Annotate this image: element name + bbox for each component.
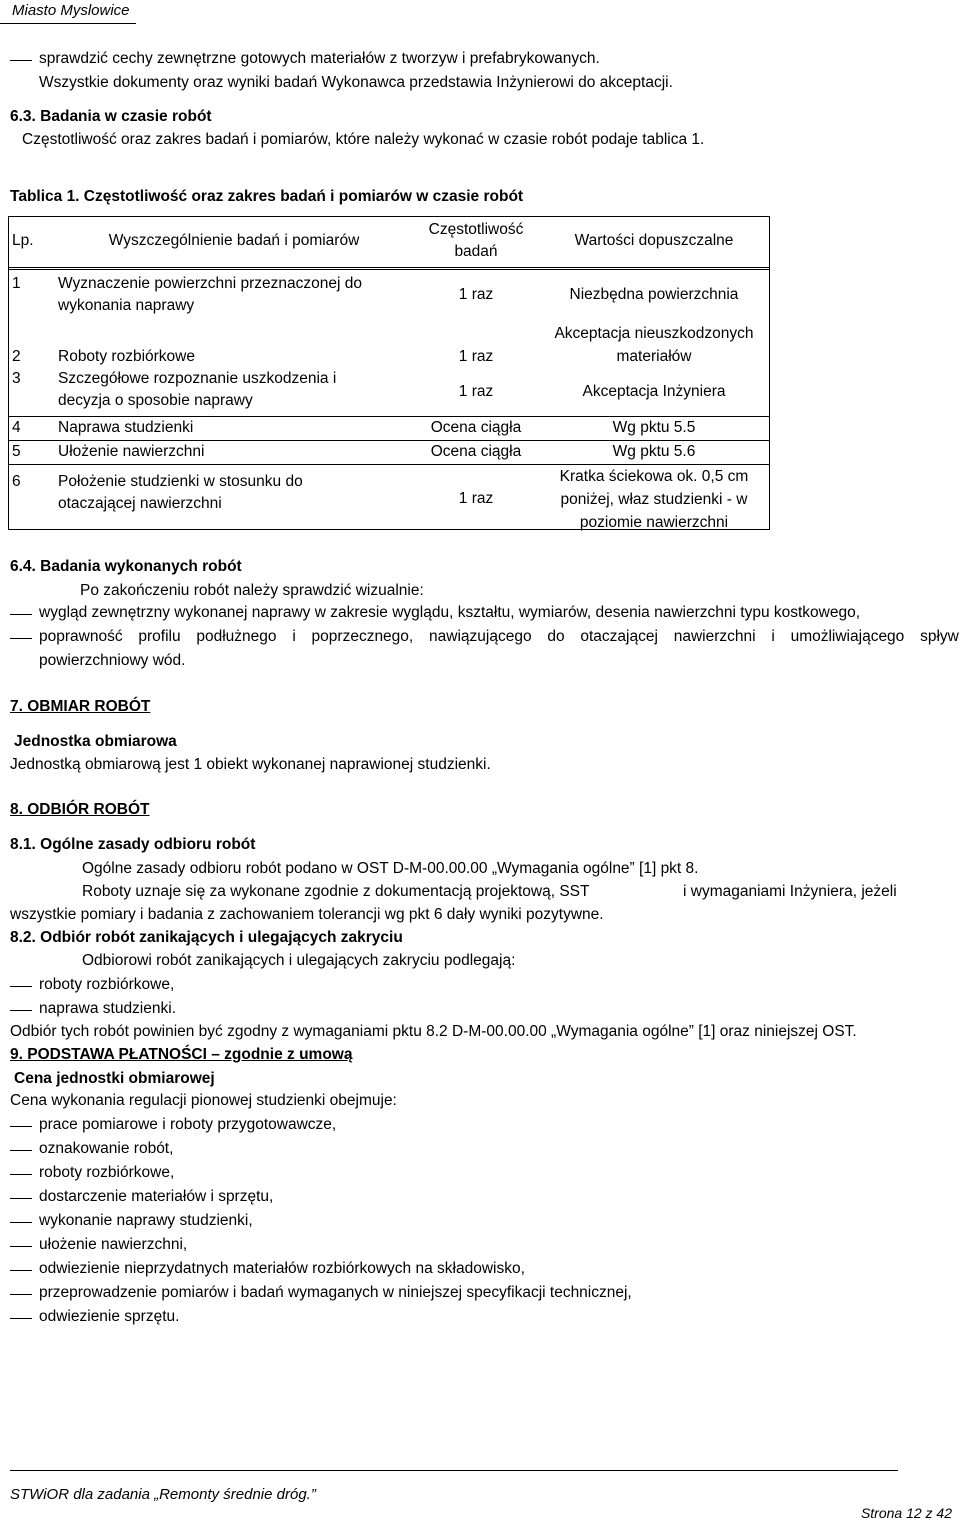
cell-lp: 4: [8, 416, 54, 440]
frequency-table: [8, 216, 770, 534]
bullet-continuation: powierzchniowy wód.: [39, 652, 186, 669]
cell-value: Akceptacja Inżyniera: [538, 368, 770, 416]
bullet-dash: [10, 614, 32, 615]
header-frequency-line2: badań: [454, 243, 498, 261]
bullet-text: odwiezienie sprzętu.: [39, 1308, 180, 1325]
cell-spec-line: otaczającej nawierzchni: [58, 494, 222, 512]
cell-spec: [54, 268, 414, 320]
cell-spec: [54, 368, 414, 416]
header-document-name: Miasto Myslowice: [12, 2, 130, 19]
paragraph: Cena wykonania regulacji pionowej studzienki obejmuje:: [10, 1092, 397, 1109]
bullet-dash: [10, 1294, 32, 1295]
cell-lp: 3: [8, 368, 54, 416]
footer-title: STWiOR dla zadania „Remonty średnie dróg.”: [10, 1486, 316, 1503]
footer-page-number: Strona 12 z 42: [860, 1505, 952, 1521]
bullet-text: wykonanie naprawy studzienki,: [39, 1212, 253, 1229]
paragraph: Odbiorowi robót zanikających i ulegających zakryciu podlegają:: [82, 952, 516, 969]
section-heading-8-1: 8.1. Ogólne zasady odbioru robót: [10, 836, 256, 853]
header-frequency-line1: Częstotliwość: [428, 220, 524, 238]
header-lp: Lp.: [8, 216, 54, 268]
cell-lp: 5: [8, 440, 54, 464]
subheading: Jednostka obmiarowa: [14, 733, 177, 750]
word: profilu: [138, 628, 181, 645]
paragraph: Wszystkie dokumenty oraz wyniki badań Wykonawca przedstawia Inżynierowi do akceptacji.: [39, 74, 673, 91]
header-divider: [0, 23, 136, 24]
cell-lp: 1: [12, 274, 21, 292]
bullet-text: ułożenie nawierzchni,: [39, 1236, 188, 1253]
bullet-text: dostarczenie materiałów i sprzętu,: [39, 1188, 274, 1205]
cell-value-line: Akceptacja nieuszkodzonych: [554, 325, 754, 343]
paragraph: Ogólne zasady odbioru robót podano w OST D-M-00.00.00 „Wymagania ogólne” [1] pkt 8.: [82, 860, 699, 877]
word: podłużnego: [196, 628, 277, 645]
cell-value: [538, 320, 770, 368]
table-header-row: [8, 216, 770, 268]
cell-lp: 6: [12, 472, 21, 490]
bullet-dash: [10, 1010, 32, 1011]
word: nawierzchni: [673, 628, 756, 645]
cell-frequency: Ocena ciągła: [414, 416, 538, 440]
table-row: [8, 440, 770, 464]
paragraph: i wymaganiami Inżyniera, jeżeli: [683, 883, 897, 900]
word: poprawność: [39, 628, 123, 645]
cell-value: Wg pktu 5.6: [538, 440, 770, 464]
cell-value: Wg pktu 5.5: [538, 416, 770, 440]
section-heading-7: 7. OBMIAR ROBÓT: [10, 698, 151, 715]
paragraph: Po zakończeniu robót należy sprawdzić wizualnie:: [80, 582, 424, 599]
bullet-text: naprawa studzienki.: [39, 1000, 176, 1017]
cell-frequency: Ocena ciągła: [414, 440, 538, 464]
bullet-dash: [10, 1126, 32, 1127]
cell-lp: 2: [12, 347, 21, 365]
cell-spec: Naprawa studzienki: [54, 416, 414, 440]
bullet-text: odwiezienie nieprzydatnych materiałów rozbiórkowych na składowisko,: [39, 1260, 525, 1277]
header-frequency: [414, 216, 538, 268]
section-heading-6-4: 6.4. Badania wykonanych robót: [10, 558, 242, 575]
section-heading-9: 9. PODSTAWA PŁATNOŚCI – zgodnie z umową: [10, 1046, 353, 1063]
cell-spec-line: Szczegółowe rozpoznanie uszkodzenia i: [58, 370, 337, 387]
section-heading-6-3: 6.3. Badania w czasie robót: [10, 108, 212, 125]
bullet-text: wygląd zewnętrzny wykonanej naprawy w zakresie wyglądu, kształtu, wymiarów, desenia nawierzchni typu kostkowego,: [39, 604, 861, 621]
bullet-dash: [10, 1222, 32, 1223]
table-caption: Tablica 1. Częstotliwość oraz zakres badań i pomiarów w czasie robót: [10, 188, 524, 205]
bullet-dash: [10, 1246, 32, 1247]
paragraph: Częstotliwość oraz zakres badań i pomiarów, które należy wykonać w czasie robót podaje tablica 1.: [22, 131, 705, 148]
bullet-dash: [10, 1270, 32, 1271]
cell-spec-line: wykonania naprawy: [58, 296, 195, 314]
paragraph: wszystkie pomiary i badania z zachowaniem tolerancji wg pkt 6 dały wyniki pozytywne.: [10, 906, 604, 923]
word: i: [771, 628, 775, 645]
bullet-text: przeprowadzenie pomiarów i badań wymaganych w niniejszej specyfikacji technicznej,: [39, 1284, 632, 1301]
cell-value-line: poziomie nawierzchni: [579, 514, 729, 531]
section-heading-8: 8. ODBIÓR ROBÓT: [10, 801, 150, 818]
cell-frequency: 1 raz: [458, 347, 494, 365]
cell-spec-line: Położenie studzienki w stosunku do: [58, 472, 303, 490]
bullet-text: oznakowanie robót,: [39, 1140, 174, 1157]
table-row: [8, 320, 770, 368]
subheading: Cena jednostki obmiarowej: [14, 1070, 215, 1087]
word: i: [292, 628, 296, 645]
cell-frequency: 1 raz: [414, 368, 538, 416]
cell-frequency: 1 raz: [458, 490, 494, 508]
cell-value-line: materiałów: [616, 347, 692, 365]
word: spływ: [920, 628, 959, 645]
word: umożliwiającego: [790, 628, 905, 645]
cell-spec: [54, 464, 414, 534]
cell-spec: Roboty rozbiórkowe: [58, 347, 195, 365]
paragraph: Odbiór tych robót powinien być zgodny z wymaganiami pktu 8.2 D-M-00.00.00 „Wymagania ogólne” [1] oraz niniejszej OST.: [10, 1023, 857, 1040]
header-values: Wartości dopuszczalne: [538, 216, 770, 268]
word: do: [547, 628, 565, 645]
cell-spec: Ułożenie nawierzchni: [54, 440, 414, 464]
bullet-dash: [10, 1174, 32, 1175]
cell-value: Niezbędna powierzchnia: [569, 285, 739, 303]
cell-value-line: Kratka ściekowa ok. 0,5 cm: [559, 467, 749, 485]
table-row: [8, 368, 770, 416]
cell-value: [538, 464, 770, 534]
cell-value-line: poniżej, właz studzienki - w: [560, 490, 748, 508]
bullet-dash: [10, 1198, 32, 1199]
table-row: [8, 464, 770, 534]
bullet-dash: [10, 1150, 32, 1151]
paragraph: Roboty uznaje się za wykonane zgodnie z dokumentacją projektową, SST: [82, 883, 590, 900]
word: otaczającej: [580, 628, 658, 645]
word: poprzecznego,: [311, 628, 414, 645]
table-row: [8, 268, 770, 320]
cell-frequency: 1 raz: [458, 285, 494, 303]
word: nawiązującego: [429, 628, 532, 645]
bullet-text: roboty rozbiórkowe,: [39, 1164, 175, 1181]
section-heading-8-2: 8.2. Odbiór robót zanikających i ulegających zakryciu: [10, 929, 403, 946]
bullet-text: sprawdzić cechy zewnętrzne gotowych materiałów z tworzyw i prefabrykowanych.: [39, 50, 600, 67]
paragraph: Jednostką obmiarową jest 1 obiekt wykonanej naprawionej studzienki.: [10, 756, 491, 773]
bullet-dash: [10, 60, 32, 61]
bullet-dash: [10, 638, 32, 639]
justified-bullet: [39, 626, 959, 648]
bullet-text: roboty rozbiórkowe,: [39, 976, 175, 993]
cell-spec-line: decyzja o sposobie naprawy: [58, 392, 253, 410]
header-spec: Wyszczególnienie badań i pomiarów: [54, 216, 414, 268]
cell-spec-line: Wyznaczenie powierzchni przeznaczonej do: [58, 274, 362, 292]
footer-divider: [10, 1470, 898, 1471]
table-row: [8, 416, 770, 440]
bullet-dash: [10, 1318, 32, 1319]
bullet-dash: [10, 986, 32, 987]
bullet-text: prace pomiarowe i roboty przygotowawcze,: [39, 1116, 337, 1133]
